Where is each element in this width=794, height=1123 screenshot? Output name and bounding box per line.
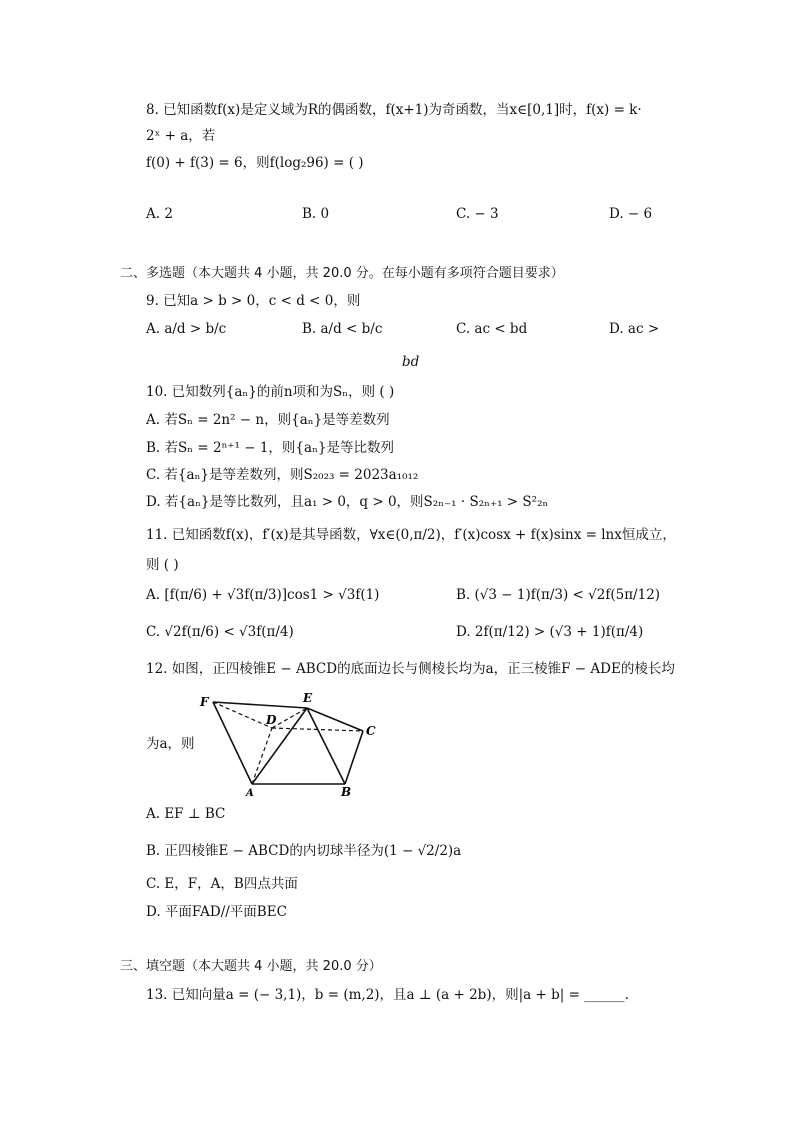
label-a: A	[246, 788, 254, 799]
q11-option-d: D. 2f(π/12) > (√3 + 1)f(π/4)	[456, 624, 644, 640]
q12-stem: 12. 如图，正四棱锥E − ABCD的底面边长与侧棱长均为a，正三棱锥F − ADE的棱长均	[146, 661, 675, 677]
q10-option-d: D. 若{aₙ}是等比数列，且a₁ > 0，q > 0，则S₂ₙ₋₁ · S₂ₙ₊₁ > S²₂ₙ	[146, 494, 549, 510]
q11-option-a: A. [f(π/6) + √3f(π/3)]cos1 > √3f(1)	[146, 587, 380, 603]
q13-stem: 13. 已知向量a = (− 3,1)，b = (m,2)，且a ⊥ (a + 2b)，则|a + b| = ______.	[146, 987, 629, 1003]
q10-stem: 10. 已知数列{aₙ}的前n项和为Sₙ，则 ( )	[146, 384, 395, 400]
pyramid-figure	[196, 688, 386, 800]
label-f: F	[200, 695, 209, 709]
q8-option-b: B. 0	[302, 206, 330, 222]
q9-stem: 9. 已知a > b > 0，c < d < 0，则	[146, 293, 361, 309]
label-d: D	[266, 713, 277, 727]
q8-option-c: C. − 3	[456, 206, 499, 222]
q9-option-b: B. a/d < b/c	[302, 321, 383, 337]
q9-option-c: C. ac < bd	[456, 321, 528, 337]
q9-option-d-wrap: bd	[402, 354, 420, 370]
q10-option-a: A. 若Sₙ = 2n² − n，则{aₙ}是等差数列	[146, 412, 390, 428]
q12-option-a: A. EF ⊥ BC	[146, 806, 226, 822]
edge-de	[272, 708, 307, 728]
q12-option-b: B. 正四棱锥E − ABCD的内切球半径为(1 − √2/2)a	[146, 843, 462, 859]
label-b: B	[341, 785, 352, 799]
edge-fa	[213, 702, 252, 784]
q12-option-c: C. E，F，A，B四点共面	[146, 876, 298, 892]
q12-stem-cont: 为a，则	[146, 736, 195, 752]
edge-bc	[345, 731, 363, 784]
q11-option-c: C. √2f(π/6) < √3f(π/4)	[146, 624, 294, 640]
q9-option-d: D. ac >	[609, 321, 660, 337]
edge-ea	[252, 708, 307, 784]
edge-ec	[307, 708, 363, 731]
q8-line3: f(0) + f(3) = 6，则f(log₂96) = ( )	[146, 155, 364, 171]
label-e: E	[303, 691, 313, 705]
q9-option-a: A. a/d > b/c	[146, 321, 227, 337]
q10-option-c: C. 若{aₙ}是等差数列，则S₂₀₂₃ = 2023a₁₀₁₂	[146, 467, 419, 483]
edge-fe	[213, 702, 307, 708]
edge-ad	[252, 728, 272, 784]
label-c: C	[366, 724, 376, 738]
section-fill-blank-heading: 三、填空题（本大题共 4 小题，共 20.0 分）	[120, 959, 382, 974]
q8-option-d: D. − 6	[609, 206, 653, 222]
q11-option-b: B. (√3 − 1)f(π/3) < √2f(5π/12)	[456, 587, 661, 603]
q11-stem: 11. 已知函数f(x)，f′(x)是其导函数，∀x∈(0,π/2)，f′(x)cosx + f(x)sinx = lnx恒成立，	[146, 527, 676, 543]
q12-option-d: D. 平面FAD//平面BEC	[146, 904, 287, 920]
edge-eb	[307, 708, 345, 784]
q11-stem-cont: 则 ( )	[146, 557, 179, 573]
q8-line2: 2ˣ + a，若	[146, 128, 216, 144]
q10-option-b: B. 若Sₙ = 2ⁿ⁺¹ − 1，则{aₙ}是等比数列	[146, 440, 395, 456]
q8-line1: 8. 已知函数f(x)是定义域为R的偶函数，f(x+1)为奇函数，当x∈[0,1]时，f(x) = k·	[146, 102, 642, 118]
q8-option-a: A. 2	[146, 206, 173, 222]
section-multi-choice-heading: 二、多选题（本大题共 4 小题，共 20.0 分。在每小题有多项符合题目要求）	[120, 266, 564, 281]
